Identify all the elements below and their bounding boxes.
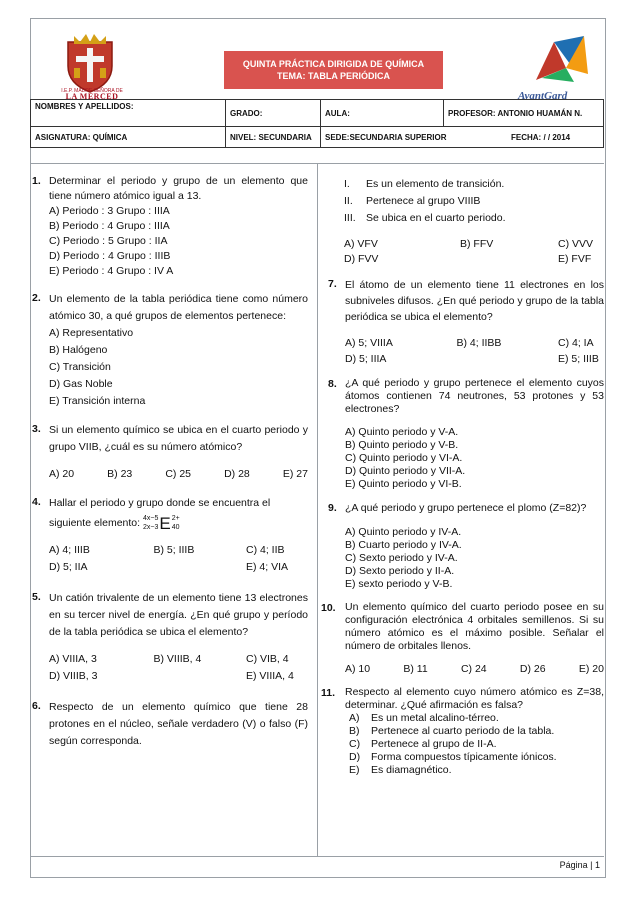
question-number: 8. <box>328 378 337 390</box>
option-a: A) 5; VIIIA <box>345 337 393 349</box>
question-number: 5. <box>32 591 41 603</box>
nuclide-bottom-right: 40 <box>171 524 180 531</box>
brand-name: AvantGard <box>518 90 568 102</box>
title-box <box>224 51 443 89</box>
option-e: E) 4; VIA <box>246 561 289 573</box>
question-stem: Un catión trivalente de un elemento tiene 13 electrones en su tercer nivel de energía. ¿En qué grupo y período de la tabla periódica se ubica el elemento? <box>49 592 308 638</box>
option-d: D) 5; IIIA <box>345 353 387 365</box>
question-stem: Si un elemento químico se ubica en el cuarto periodo y grupo VIIB, ¿cuál es su número atómico? <box>49 424 308 453</box>
options-row-1 <box>345 335 604 351</box>
question-9 <box>328 501 604 591</box>
left-column <box>32 174 308 760</box>
option-d: D) Gas Noble <box>49 378 113 390</box>
option-d: D) Periodo : 4 Grupo : IIIB <box>49 250 171 262</box>
question-stem: Hallar el periodo y grupo donde se encuentra el <box>49 497 271 509</box>
option-c: C) Quinto periodo y VI-A. <box>345 452 463 464</box>
grado-cell: GRADO: <box>226 100 321 127</box>
option-d: D) Quinto periodo y VII-A. <box>345 465 466 477</box>
option-e: E) Transición interna <box>49 395 146 407</box>
nuclide-notation <box>143 514 180 532</box>
question-number: 11. <box>321 687 336 699</box>
nombres-cell: NOMBRES Y APELLIDOS: <box>31 100 226 127</box>
question-2 <box>32 291 308 410</box>
question-stem: Un elemento químico del cuarto periodo posee en su configuración electrónica 4 orbitales semillenos. Si su número atómico es el máximo posible. Señalar el número de orbitales llenos. <box>345 601 604 652</box>
question-number: 10. <box>321 602 336 614</box>
option-a: A) Quinto periodo y IV-A. <box>345 526 462 538</box>
option-d: D) 28 <box>224 468 250 480</box>
statement-2: II. Pertenece al grupo VIIIB <box>344 195 481 207</box>
options-row-1 <box>49 542 308 559</box>
option-c: C) 4; IIB <box>246 544 285 556</box>
school-crest-logo <box>60 30 120 94</box>
option-e: E) Quinto periodo y VI-B. <box>345 478 462 490</box>
option-a: A) Representativo <box>49 327 134 339</box>
options-row-2 <box>49 559 308 576</box>
option-e: E) Periodo : 4 Grupo : IV A <box>49 265 174 277</box>
aula-cell: AULA: <box>321 100 444 127</box>
option-a: A) VFV <box>344 238 378 250</box>
question-number: 9. <box>328 502 337 514</box>
question-number: 4. <box>32 496 41 508</box>
question-number: 2. <box>32 292 41 304</box>
question-stem: Determinar el periodo y grupo de un elemento que tiene número atómico igual a 13. <box>49 175 308 202</box>
options-row-1 <box>344 237 604 252</box>
options-row-2 <box>49 668 308 685</box>
option-d: D) VIIIB, 3 <box>49 670 98 682</box>
option-a: A) VIIIA, 3 <box>49 653 97 665</box>
option-c: C) Transición <box>49 361 111 373</box>
options-list <box>345 526 604 591</box>
fecha-cell: FECHA: / / 2014 <box>507 127 604 148</box>
question-11 <box>321 686 604 777</box>
option-a: A) Periodo : 3 Grupo : IIIA <box>49 205 170 217</box>
option-c: C) Sexto periodo y IV-A. <box>345 552 458 564</box>
question-5 <box>32 590 308 685</box>
question-6 <box>32 699 308 750</box>
option-a: A) 20 <box>49 468 75 480</box>
option-c: C) VVV <box>558 238 594 250</box>
option-a: A) 10 <box>345 663 371 675</box>
avantgard-logo <box>514 34 604 98</box>
option-b: B) 23 <box>107 468 133 480</box>
option-c: C) 4; IA <box>558 337 594 349</box>
option-b: B) VIIIB, 4 <box>153 653 202 665</box>
divider-bottom <box>30 856 604 857</box>
option-a: A) Es un metal alcalino-térreo. <box>349 712 499 724</box>
sede-cell: SEDE:SECUNDARIA SUPERIOR <box>321 127 508 148</box>
option-d: D) 26 <box>519 663 546 675</box>
option-d: D) 5; IIA <box>49 561 88 573</box>
question-stem-2: siguiente elemento: <box>49 516 141 529</box>
right-column <box>321 174 604 787</box>
column-divider <box>317 163 318 857</box>
question-8 <box>328 377 604 491</box>
statement-1: I. Es un elemento de transición. <box>344 178 505 190</box>
option-b: B) 11 <box>403 663 428 675</box>
question-stem: Respecto de un elemento químico que tiene 28 protones en el núcleo, señale verdadero (V) o falso (F) según corresponda. <box>49 701 308 747</box>
question-3 <box>32 422 308 483</box>
option-b: B) Quinto periodo y V-B. <box>345 439 459 451</box>
question-4 <box>32 495 308 576</box>
option-e: E) 20 <box>578 663 604 675</box>
question-stem: Respecto al elemento cuyo número atómico es Z=38, determinar. ¿Qué afirmación es falsa? <box>345 686 604 711</box>
question-6-options <box>328 237 604 267</box>
options-list <box>345 426 604 491</box>
options-row-1 <box>49 651 308 668</box>
question-stem: ¿A qué periodo y grupo pertenece el plomo (Z=82)? <box>345 502 587 514</box>
nivel-cell: NIVEL: SECUNDARIA <box>226 127 321 148</box>
question-6-statements <box>328 176 604 227</box>
nuclide-bottom-left: 2x−3 <box>142 524 159 531</box>
question-stem: Un elemento de la tabla periódica tiene como número atómico 30, a qué grupos de elementos pertenece: <box>49 293 308 322</box>
option-c: C) 24 <box>460 663 487 675</box>
options-row <box>49 466 308 483</box>
profesor-cell: PROFESOR: ANTONIO HUAMÁN N. <box>444 100 604 127</box>
page-number: Página | 1 <box>559 860 600 870</box>
question-number: 6. <box>32 700 41 712</box>
option-d: D) FVV <box>344 253 379 265</box>
option-b: B) Pertenece al cuarto periodo de la tabla. <box>349 725 555 737</box>
option-e: E) sexto periodo y V-B. <box>345 578 453 590</box>
option-b: B) 5; IIIB <box>153 544 195 556</box>
statement-3: III. Se ubica en el cuarto periodo. <box>344 212 506 224</box>
options-list <box>345 712 604 777</box>
option-e: E) 5; IIIB <box>558 353 599 365</box>
option-d: D) Sexto periodo y II-A. <box>345 565 455 577</box>
question-number: 7. <box>328 278 337 290</box>
question-stem: ¿A qué periodo y grupo pertenece el elemento cuyos átomos contienen 74 neutrones, 53 protones y 53 electrones? <box>345 377 604 415</box>
title-line1: QUINTA PRÁCTICA DIRIGIDA DE QUÍMICA <box>242 59 425 69</box>
options-row <box>345 663 604 676</box>
option-b: B) Periodo : 4 Grupo : IIIA <box>49 220 170 232</box>
question-1 <box>32 174 308 279</box>
asignatura-cell: ASIGNATURA: QUÍMICA <box>31 127 226 148</box>
options-row-2 <box>344 252 604 267</box>
title-line2: TEMA: TABLA PERIÓDICA <box>277 71 390 81</box>
info-table <box>30 99 604 148</box>
option-b: B) 4; IIBB <box>456 337 502 349</box>
options-row-2 <box>345 351 604 367</box>
option-c: C) Periodo : 5 Grupo : IIA <box>49 235 168 247</box>
option-c: C) Pertenece al grupo de II-A. <box>349 738 497 750</box>
nuclide-top-right: 2+ <box>171 515 180 522</box>
school-name-main: LA MERCED <box>65 92 119 101</box>
option-e: E) VIIIA, 4 <box>246 670 294 682</box>
question-number: 1. <box>32 175 41 187</box>
nuclide-top-left: 4x−5 <box>142 515 159 522</box>
option-b: B) Cuarto periodo y IV-A. <box>345 539 462 551</box>
option-a: A) 4; IIIB <box>49 544 90 556</box>
option-e: E) Es diamagnético. <box>349 764 452 776</box>
option-c: C) 25 <box>165 468 192 480</box>
option-c: C) VIB, 4 <box>246 653 289 665</box>
question-stem: El átomo de un elemento tiene 11 electrones en los subniveles difusos. ¿En qué periodo y grupo de la tabla periódica se ubica el elemento? <box>345 279 604 323</box>
question-7 <box>328 277 604 367</box>
school-name-line1: I.E.P. MADRE SEÑORA DE <box>61 88 123 94</box>
question-10 <box>321 601 604 676</box>
nuclide-symbol: E <box>159 513 171 533</box>
option-e: E) FVF <box>558 253 592 265</box>
option-e: E) 27 <box>282 468 308 480</box>
option-b: B) FFV <box>460 238 494 250</box>
option-a: A) Quinto periodo y V-A. <box>345 426 459 438</box>
option-b: B) Halógeno <box>49 344 108 356</box>
option-d: D) Forma compuestos típicamente iónicos. <box>349 751 557 763</box>
question-number: 3. <box>32 423 41 435</box>
